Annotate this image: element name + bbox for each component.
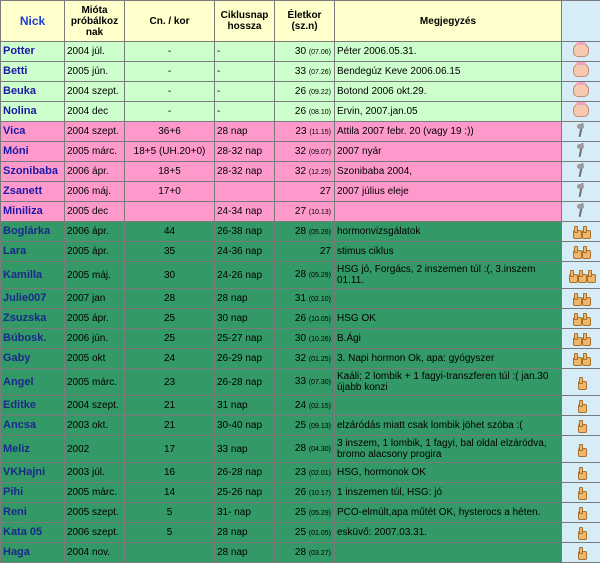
- cycle-cell: 28-32 nap: [215, 162, 275, 182]
- age-cell: [275, 142, 335, 162]
- note-cell: 1 inszemen túl, HSG: jó: [335, 483, 562, 503]
- fingers-1-icon: [577, 467, 586, 477]
- since-cell: 2005 máj.: [65, 262, 125, 289]
- fingers-1-icon: [577, 420, 586, 430]
- table-row: [1, 222, 600, 242]
- note-cell: Ervin, 2007.jan.05: [335, 102, 562, 122]
- status-icon-cell: [562, 122, 600, 142]
- cycle-cell: 31 nap: [215, 396, 275, 416]
- age-cell: [275, 242, 335, 262]
- birth-date: (02.01): [309, 470, 331, 477]
- table-row: [1, 349, 600, 369]
- age-value: 26: [295, 86, 306, 97]
- age-cell: [275, 42, 335, 62]
- stork-icon: [576, 169, 586, 179]
- cn-cell: 17+0: [125, 182, 215, 202]
- age-value: 26: [295, 106, 306, 117]
- age-cell: [275, 62, 335, 82]
- age-value: 26: [295, 313, 306, 324]
- since-cell: 2005 ápr.: [65, 309, 125, 329]
- header-age: Életkor (sz.n): [275, 1, 335, 42]
- nick-cell[interactable]: VKHajni: [1, 463, 65, 483]
- age-value: 32: [295, 166, 306, 177]
- cycle-cell: 26-28 nap: [215, 463, 275, 483]
- birth-date: (09.22): [309, 89, 331, 96]
- status-icon-cell: [562, 396, 600, 416]
- note-cell: B.Ági: [335, 329, 562, 349]
- cycle-cell: 26-28 nap: [215, 369, 275, 396]
- birth-date: (09.07): [309, 149, 331, 156]
- age-value: 25: [295, 420, 306, 431]
- birth-date: (07.30): [309, 379, 331, 386]
- since-cell: 2005 márc.: [65, 369, 125, 396]
- status-icon-cell: [562, 436, 600, 463]
- since-cell: 2004 szept.: [65, 122, 125, 142]
- header-note: Megjegyzés: [335, 1, 562, 42]
- table-row: [1, 483, 600, 503]
- note-cell: [335, 543, 562, 563]
- nick-cell[interactable]: Kamilla: [1, 262, 65, 289]
- age-cell: [275, 222, 335, 242]
- fingers-1-icon: [577, 443, 586, 453]
- age-value: 25: [295, 507, 306, 518]
- note-cell: stimus ciklus: [335, 242, 562, 262]
- cycle-cell: 25-27 nap: [215, 329, 275, 349]
- table-row: [1, 396, 600, 416]
- nick-cell[interactable]: Lara: [1, 242, 65, 262]
- note-cell: [335, 396, 562, 416]
- fingers-2-icon: [572, 333, 590, 343]
- table-row: [1, 369, 600, 396]
- header-nick: Nick: [1, 1, 65, 42]
- cycle-cell: -: [215, 82, 275, 102]
- nick-cell[interactable]: Zsuzska: [1, 309, 65, 329]
- nick-cell[interactable]: Nolina: [1, 102, 65, 122]
- note-cell: Kaáli; 2 lombik + 1 fagyi-transzferen túl :( jan.30 újabb konzi: [335, 369, 562, 396]
- note-cell: [335, 289, 562, 309]
- age-value: 23: [295, 126, 306, 137]
- status-icon-cell: [562, 202, 600, 222]
- table-row: [1, 142, 600, 162]
- cn-cell: 21: [125, 416, 215, 436]
- age-cell: [275, 182, 335, 202]
- baby-icon: [573, 49, 589, 59]
- note-cell: esküvő: 2007.03.31.: [335, 523, 562, 543]
- since-cell: 2005 márc.: [65, 142, 125, 162]
- since-cell: 2002: [65, 436, 125, 463]
- note-cell: 2007 nyár: [335, 142, 562, 162]
- birth-date: (10.26): [309, 336, 331, 343]
- status-icon-cell: [562, 162, 600, 182]
- nick-cell[interactable]: Kata 05: [1, 523, 65, 543]
- header-row: [1, 1, 600, 42]
- fingers-1-icon: [577, 527, 586, 537]
- cn-cell: 36+6: [125, 122, 215, 142]
- status-icon-cell: [562, 289, 600, 309]
- birth-date: (10.17): [309, 490, 331, 497]
- note-cell: Péter 2006.05.31.: [335, 42, 562, 62]
- header-cn: Cn. / kor: [125, 1, 215, 42]
- status-icon-cell: [562, 349, 600, 369]
- birth-date: (05.29): [309, 272, 331, 279]
- age-value: 24: [295, 400, 306, 411]
- table-row: [1, 82, 600, 102]
- note-cell: Attila 2007 febr. 20 (vagy 19 :)): [335, 122, 562, 142]
- header-since: Mióta próbálkoz nak: [65, 1, 125, 42]
- cycle-cell: 31- nap: [215, 503, 275, 523]
- cycle-cell: 24-34 nap: [215, 202, 275, 222]
- table-row: [1, 329, 600, 349]
- nick-cell[interactable]: Pihi: [1, 483, 65, 503]
- nick-cell[interactable]: Ancsa: [1, 416, 65, 436]
- note-cell: hormonvizsgálatok: [335, 222, 562, 242]
- age-value: 27: [320, 186, 331, 197]
- stork-icon: [576, 209, 586, 219]
- cycle-cell: 26-29 nap: [215, 349, 275, 369]
- nick-cell[interactable]: Editke: [1, 396, 65, 416]
- age-cell: [275, 82, 335, 102]
- age-value: 28: [295, 226, 306, 237]
- cycle-cell: 24-36 nap: [215, 242, 275, 262]
- fingers-1-icon: [577, 487, 586, 497]
- since-cell: 2004 nov.: [65, 543, 125, 563]
- note-cell: HSG jó, Forgács, 2 inszemen túl :(, 3.inszem 01.11.: [335, 262, 562, 289]
- since-cell: 2005 jún.: [65, 62, 125, 82]
- age-value: 28: [295, 547, 306, 558]
- status-icon-cell: [562, 309, 600, 329]
- stork-icon: [576, 129, 586, 139]
- since-cell: 2005 szept.: [65, 503, 125, 523]
- nick-cell[interactable]: Meliz: [1, 436, 65, 463]
- cn-cell: 14: [125, 483, 215, 503]
- age-value: 28: [295, 443, 306, 454]
- note-cell: Bendegúz Keve 2006.06.15: [335, 62, 562, 82]
- status-icon-cell: [562, 503, 600, 523]
- fingers-2-icon: [572, 353, 590, 363]
- status-icon-cell: [562, 329, 600, 349]
- cn-cell: 35: [125, 242, 215, 262]
- birth-date: (04.30): [309, 446, 331, 453]
- age-value: 23: [295, 467, 306, 478]
- birth-date: (02.15): [309, 403, 331, 410]
- nick-cell[interactable]: Reni: [1, 503, 65, 523]
- age-cell: [275, 289, 335, 309]
- birth-date: (03.27): [309, 550, 331, 557]
- cycle-cell: 28 nap: [215, 543, 275, 563]
- age-cell: [275, 162, 335, 182]
- fingers-1-icon: [577, 400, 586, 410]
- baby-icon: [573, 89, 589, 99]
- birth-date: (11.15): [309, 129, 331, 136]
- cycle-cell: -: [215, 102, 275, 122]
- age-cell: [275, 543, 335, 563]
- table-row: [1, 503, 600, 523]
- birth-date: (09.13): [309, 423, 331, 430]
- stork-icon: [576, 149, 586, 159]
- table-row: [1, 62, 600, 82]
- birth-date: (01.05): [309, 530, 331, 537]
- fingers-2-icon: [572, 293, 590, 303]
- cycle-cell: 28 nap: [215, 289, 275, 309]
- since-cell: 2006 jún.: [65, 329, 125, 349]
- cn-cell: 25: [125, 329, 215, 349]
- cycle-cell: 30 nap: [215, 309, 275, 329]
- note-cell: [335, 202, 562, 222]
- cn-cell: -: [125, 42, 215, 62]
- table-row: [1, 416, 600, 436]
- age-cell: [275, 483, 335, 503]
- age-cell: [275, 503, 335, 523]
- birth-date: (07.26): [309, 69, 331, 76]
- cn-cell: [125, 543, 215, 563]
- status-icon-cell: [562, 182, 600, 202]
- table-row: [1, 543, 600, 563]
- since-cell: 2004 dec: [65, 102, 125, 122]
- birth-date: (05.26): [309, 229, 331, 236]
- cn-cell: 18+5 (UH.20+0): [125, 142, 215, 162]
- table-row: [1, 102, 600, 122]
- table-row: [1, 523, 600, 543]
- birth-date: (01.25): [309, 356, 331, 363]
- cn-cell: 21: [125, 396, 215, 416]
- note-cell: 3 inszem, 1 lombik, 1 fagyi, bal oldal elzáródva, bromo alacsony progira: [335, 436, 562, 463]
- cycle-cell: 24-26 nap: [215, 262, 275, 289]
- birth-date: (05.29): [309, 510, 331, 517]
- note-cell: Szonibaba 2004,: [335, 162, 562, 182]
- since-cell: 2003 okt.: [65, 416, 125, 436]
- age-value: 30: [295, 333, 306, 344]
- status-icon-cell: [562, 82, 600, 102]
- fingers-1-icon: [577, 547, 586, 557]
- cn-cell: 5: [125, 503, 215, 523]
- age-cell: [275, 436, 335, 463]
- table-row: [1, 42, 600, 62]
- status-icon-cell: [562, 483, 600, 503]
- since-cell: 2004 szept.: [65, 82, 125, 102]
- age-value: 33: [295, 66, 306, 77]
- fingers-2-icon: [572, 313, 590, 323]
- birth-date: (10.05): [309, 316, 331, 323]
- nick-cell[interactable]: Beuka: [1, 82, 65, 102]
- nick-cell[interactable]: Potter: [1, 42, 65, 62]
- age-value: 28: [295, 269, 306, 280]
- cn-cell: 23: [125, 369, 215, 396]
- birth-date: (08.10): [309, 109, 331, 116]
- nick-cell[interactable]: Szonibaba: [1, 162, 65, 182]
- cycle-cell: 28 nap: [215, 122, 275, 142]
- status-icon-cell: [562, 242, 600, 262]
- status-icon-cell: [562, 543, 600, 563]
- note-cell: HSG OK: [335, 309, 562, 329]
- status-icon-cell: [562, 62, 600, 82]
- nick-cell[interactable]: Julie007: [1, 289, 65, 309]
- age-cell: [275, 396, 335, 416]
- age-cell: [275, 102, 335, 122]
- note-cell: PCO-elmúlt,apa műtét OK, hysterocs a héten.: [335, 503, 562, 523]
- nick-cell[interactable]: Boglárka: [1, 222, 65, 242]
- nick-cell[interactable]: Móni: [1, 142, 65, 162]
- cn-cell: 17: [125, 436, 215, 463]
- nick-cell[interactable]: Vica: [1, 122, 65, 142]
- age-value: 32: [295, 353, 306, 364]
- birth-date: (02.10): [309, 296, 331, 303]
- nick-cell[interactable]: Betti: [1, 62, 65, 82]
- since-cell: 2003 júl.: [65, 463, 125, 483]
- cycle-cell: 25-26 nap: [215, 483, 275, 503]
- status-icon-cell: [562, 523, 600, 543]
- table-row: [1, 262, 600, 289]
- status-icon-cell: [562, 102, 600, 122]
- cycle-cell: 26-38 nap: [215, 222, 275, 242]
- cycle-cell: -: [215, 62, 275, 82]
- cn-cell: 30: [125, 262, 215, 289]
- age-value: 27: [295, 206, 306, 217]
- fingers-2-icon: [572, 246, 590, 256]
- nick-cell[interactable]: Haga: [1, 543, 65, 563]
- since-cell: 2004 júl.: [65, 42, 125, 62]
- table-row: [1, 182, 600, 202]
- since-cell: 2005 okt: [65, 349, 125, 369]
- note-cell: Botond 2006 okt.29.: [335, 82, 562, 102]
- fingers-1-icon: [577, 507, 586, 517]
- cn-cell: 44: [125, 222, 215, 242]
- since-cell: 2005 márc.: [65, 483, 125, 503]
- cycle-cell: -: [215, 42, 275, 62]
- fingers-3-icon: [568, 269, 595, 279]
- nick-cell[interactable]: Zsanett: [1, 182, 65, 202]
- status-icon-cell: [562, 262, 600, 289]
- since-cell: 2006 ápr.: [65, 222, 125, 242]
- status-icon-cell: [562, 42, 600, 62]
- age-value: 32: [295, 146, 306, 157]
- age-cell: [275, 122, 335, 142]
- note-cell: HSG, hormonok OK: [335, 463, 562, 483]
- nick-cell[interactable]: Miniliza: [1, 202, 65, 222]
- age-cell: [275, 349, 335, 369]
- status-icon-cell: [562, 416, 600, 436]
- table-row: [1, 309, 600, 329]
- status-icon-cell: [562, 142, 600, 162]
- note-cell: elzáródás miatt csak lombik jöhet szóba :(: [335, 416, 562, 436]
- age-cell: [275, 262, 335, 289]
- age-cell: [275, 309, 335, 329]
- age-cell: [275, 329, 335, 349]
- since-cell: 2005 dec: [65, 202, 125, 222]
- age-cell: [275, 202, 335, 222]
- cn-cell: 5: [125, 523, 215, 543]
- status-icon-cell: [562, 222, 600, 242]
- stork-icon: [576, 189, 586, 199]
- age-value: 31: [295, 293, 306, 304]
- cycle-cell: 33 nap: [215, 436, 275, 463]
- cn-cell: -: [125, 102, 215, 122]
- since-cell: 2006 máj.: [65, 182, 125, 202]
- table-row: [1, 289, 600, 309]
- since-cell: 2006 ápr.: [65, 162, 125, 182]
- table-row: [1, 242, 600, 262]
- cycle-cell: 30-40 nap: [215, 416, 275, 436]
- age-cell: [275, 369, 335, 396]
- age-value: 27: [320, 246, 331, 257]
- since-cell: 2005 ápr.: [65, 242, 125, 262]
- cn-cell: [125, 202, 215, 222]
- cn-cell: 18+5: [125, 162, 215, 182]
- cn-cell: 24: [125, 349, 215, 369]
- cn-cell: 16: [125, 463, 215, 483]
- nick-cell[interactable]: Gaby: [1, 349, 65, 369]
- age-value: 26: [295, 487, 306, 498]
- age-cell: [275, 416, 335, 436]
- table-row: [1, 162, 600, 182]
- table-row: [1, 122, 600, 142]
- table-row: [1, 202, 600, 222]
- cycle-cell: 28-32 nap: [215, 142, 275, 162]
- age-value: 33: [295, 376, 306, 387]
- note-cell: 3. Napi hormon Ok, apa: gyógyszer: [335, 349, 562, 369]
- fingers-2-icon: [572, 226, 590, 236]
- cn-cell: -: [125, 62, 215, 82]
- cycle-cell: [215, 182, 275, 202]
- age-value: 30: [295, 46, 306, 57]
- header-icon-column: [562, 1, 600, 42]
- cycle-cell: 28 nap: [215, 523, 275, 543]
- nick-cell[interactable]: Búbosk.: [1, 329, 65, 349]
- birth-date: (07.06): [309, 49, 331, 56]
- age-cell: [275, 523, 335, 543]
- cn-cell: 28: [125, 289, 215, 309]
- nick-cell[interactable]: Angel: [1, 369, 65, 396]
- birth-date: (10.13): [309, 209, 331, 216]
- header-cycle: Ciklusnap hossza: [215, 1, 275, 42]
- fingers-1-icon: [577, 376, 586, 386]
- cn-cell: 25: [125, 309, 215, 329]
- note-cell: 2007 július eleje: [335, 182, 562, 202]
- status-icon-cell: [562, 369, 600, 396]
- table-row: [1, 436, 600, 463]
- baby-icon: [573, 109, 589, 119]
- since-cell: 2004 szept.: [65, 396, 125, 416]
- since-cell: 2007 jan: [65, 289, 125, 309]
- birth-date: (12.25): [309, 169, 331, 176]
- baby-icon: [573, 69, 589, 79]
- age-value: 25: [295, 527, 306, 538]
- cn-cell: -: [125, 82, 215, 102]
- since-cell: 2006 szept.: [65, 523, 125, 543]
